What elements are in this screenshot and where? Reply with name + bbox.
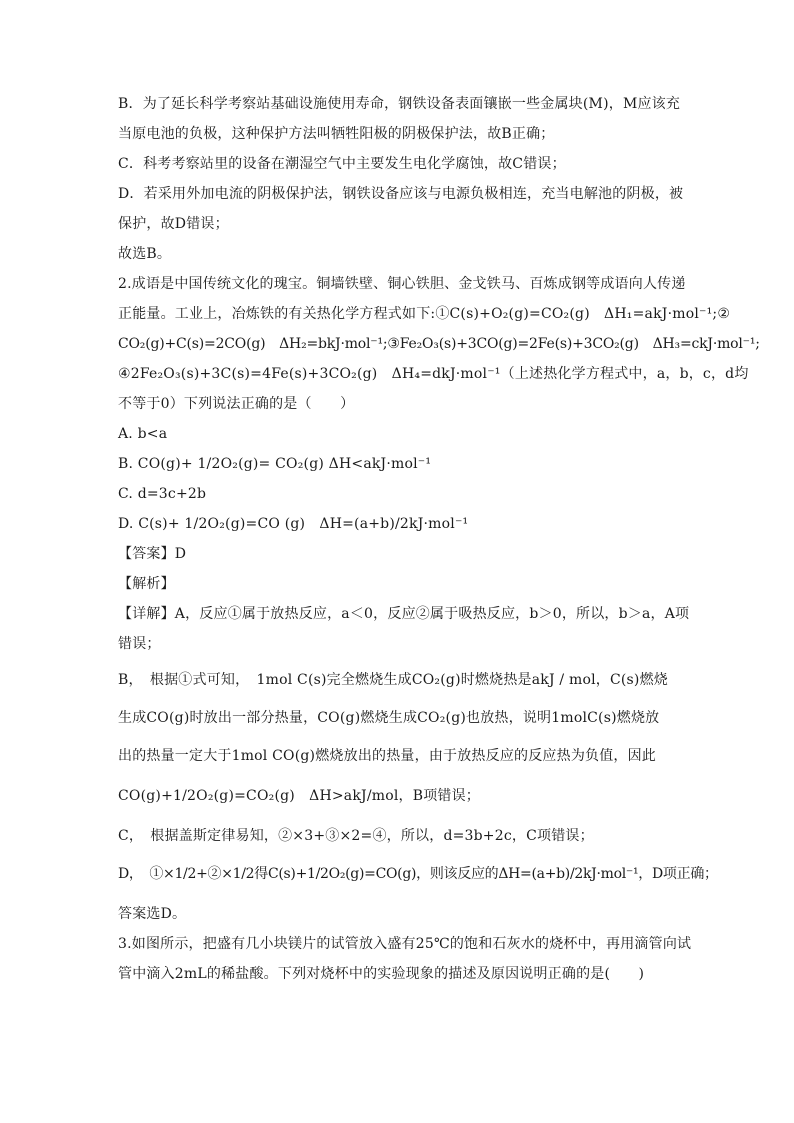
q2-stem-line-5: 不等于0）下列说法正确的是（ ） [118,396,355,412]
q2-option-c: C. d=3c+2b [118,486,207,502]
q2-option-a: A. b<a [118,426,168,442]
q2-option-b: B. CO(g)+ 1/2O₂(g)= CO₂(g) ΔH<akJ·mol⁻¹ [118,456,432,472]
q2-option-d: D. C(s)+ 1/2O₂(g)=CO (g) ΔH=(a+b)/2kJ·mol⁻¹ [118,516,469,532]
prev-option-d-line-1: D．若采用外加电流的阴极保护法，钢铁设备应该与电源负极相连，充当电解池的阴极，被 [118,186,684,202]
q2-stem-line-3: CO₂(g)+C(s)=2CO(g) ΔH₂=bkJ·mol⁻¹;③Fe₂O₃(s)+3CO(g)=2Fe(s)+3CO₂(g) ΔH₃=ckJ·mol⁻¹; [118,336,760,352]
q2-analysis-heading: 【解析】 [118,576,175,592]
q2-explain-b-line-2: 生成CO(g)时放出一部分热量，CO(g)燃烧生成CO₂(g)也放热，说明1molC(s)燃烧放 [118,710,660,726]
q2-explain-a-line-2: 错误； [118,636,161,652]
q2-stem-line-2: 正能量。工业上，冶炼铁的有关热化学方程式如下:①C(s)+O₂(g)=CO₂(g) ΔH₁=akJ·mol⁻¹;② [118,306,731,322]
q2-choose: 答案选D。 [118,906,187,922]
q2-stem-line-4: ④2Fe₂O₃(s)+3C(s)=4Fe(s)+3CO₂(g) ΔH₄=dkJ·mol⁻¹（上述热化学方程式中，a，b，c，d均 [118,366,749,382]
q2-explain-b-line-4: CO(g)+1/2O₂(g)=CO₂(g) ΔH>akJ/mol，B项错误； [118,788,481,804]
prev-option-b-line-1: B．为了延长科学考察站基础设施使用寿命，钢铁设备表面镶嵌一些金属块(M)，M应该充 [118,96,681,112]
prev-choose: 故选B。 [118,246,172,262]
q2-explain-c: C， 根据盖斯定律易知，②×3+③×2=④，所以，d=3b+2c，C项错误； [118,828,594,844]
q2-explain-a-line-1: 【详解】A，反应①属于放热反应，a＜0，反应②属于吸热反应，b＞0，所以，b＞a，A项 [118,606,690,622]
q2-stem-line-1: 2.成语是中国传统文化的瑰宝。铜墙铁壁、铜心铁胆、金戈铁马、百炼成钢等成语向人传递 [118,276,686,292]
q2-explain-d: D， ①×1/2+②×1/2得C(s)+1/2O₂(g)=CO(g)，则该反应的ΔH=(a+b)/2kJ·mol⁻¹，D项正确； [118,866,718,882]
prev-option-c: C．科考考察站里的设备在潮湿空气中主要发生电化学腐蚀，故C错误； [118,156,566,172]
q2-explain-b-line-1: B， 根据①式可知， 1mol C(s)完全燃烧生成CO₂(g)时燃烧热是akJ / mol，C(s)燃烧 [118,672,668,688]
q2-answer: 【答案】D [118,546,187,562]
prev-option-d-line-2: 保护，故D错误； [118,216,229,232]
q2-explain-b-line-3: 出的热量一定大于1mol CO(g)燃烧放出的热量，由于放热反应的反应热为负值，因此 [118,748,657,764]
q3-stem-line-2: 管中滴入2mL的稀盐酸。下列对烧杯中的实验现象的描述及原因说明正确的是( ) [118,966,645,982]
prev-option-b-line-2: 当原电池的负极，这种保护方法叫牺牲阳极的阴极保护法，故B正确； [118,126,555,142]
q3-stem-line-1: 3.如图所示，把盛有几小块镁片的试管放入盛有25℃的饱和石灰水的烧杯中，再用滴管向试 [118,936,692,952]
